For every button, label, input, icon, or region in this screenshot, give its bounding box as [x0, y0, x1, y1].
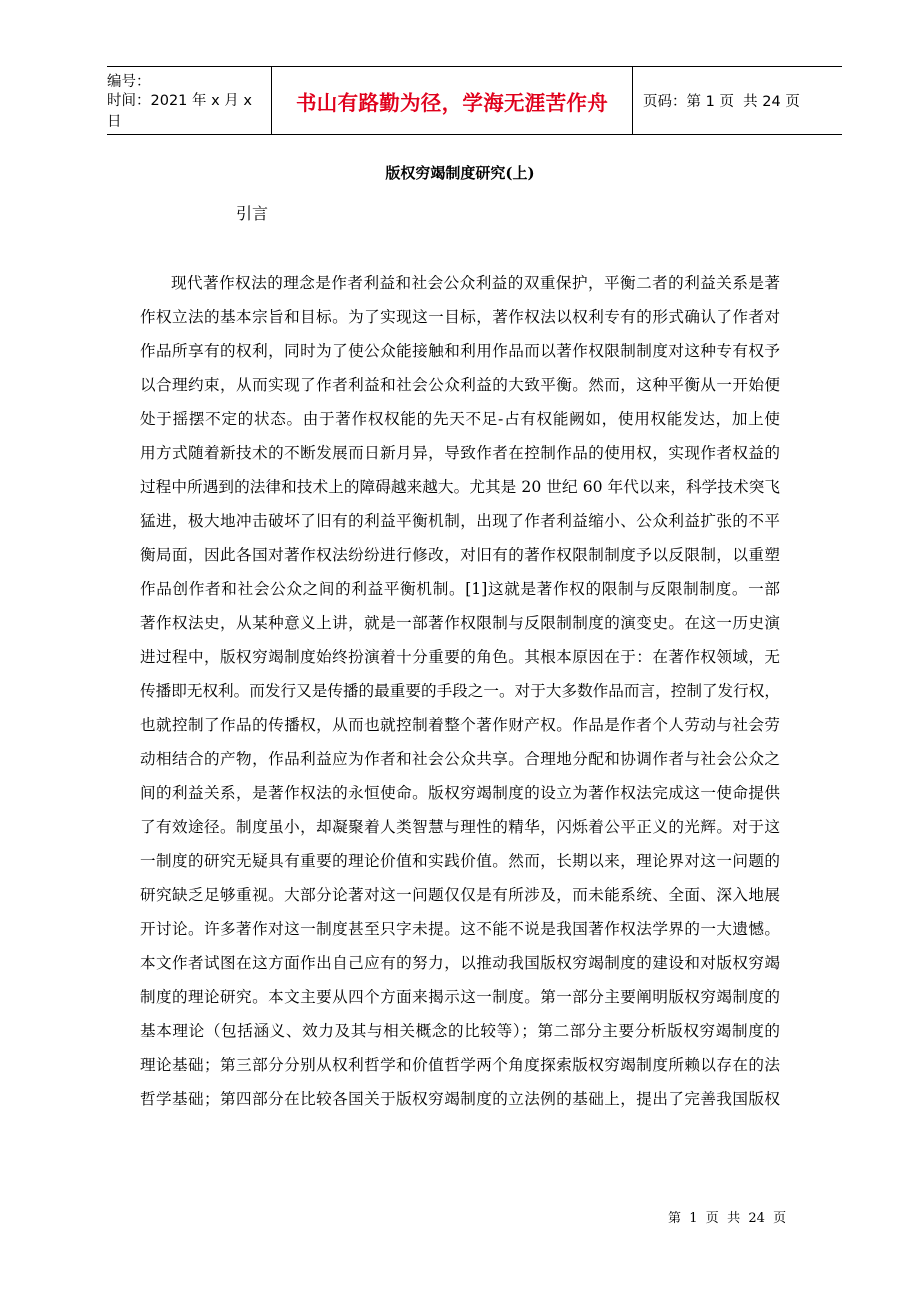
header-page-cell [633, 67, 842, 134]
paragraph-line: 本文作者试图在这方面作出自己应有的努力，以推动我国版权穷竭制度的建设和对版权穷竭 [140, 954, 780, 972]
paragraph-line: 理论基础；第三部分分别从权利哲学和价值哲学两个角度探索版权穷竭制度所赖以存在的法 [140, 1056, 780, 1074]
motto-text: 书山有路勤为径，学海无涯苦作舟 [296, 90, 608, 115]
paragraph-line: 间的利益关系，是著作权法的永恒使命。版权穷竭制度的设立为著作权法完成这一使命提供 [140, 784, 780, 802]
paragraph-line: 基本理论（包括涵义、效力及其与相关概念的比较等）；第二部分主要分析版权穷竭制度的 [140, 1022, 780, 1040]
paragraph-line: 衡局面，因此各国对著作权法纷纷进行修改，对旧有的著作权限制制度予以反限制，以重塑 [140, 546, 780, 564]
header-meta-cell [107, 67, 272, 134]
paragraph-line: 作权立法的基本宗旨和目标。为了实现这一目标，著作权法以权利专有的形式确认了作者对 [140, 308, 780, 326]
paragraph-line: 开讨论。许多著作对这一制度甚至只字未提。这不能不说是我国著作权法学界的一大遗憾。 [140, 920, 780, 938]
paragraph-line: 现代著作权法的理念是作者利益和社会公众利益的双重保护，平衡二者的利益关系是著 [171, 274, 780, 292]
page-footer: 第 1 页 共 24 页 [668, 1211, 787, 1226]
page-number-label: 页码：第 1 页 共 24 页 [643, 94, 800, 110]
paragraph-line: 也就控制了作品的传播权，从而也就控制着整个著作财产权。作品是作者个人劳动与社会劳 [140, 716, 780, 734]
paragraph-line: 作品所享有的权利，同时为了使公众能接触和利用作品而以著作权限制制度对这种专有权予 [140, 342, 780, 360]
date-label: 时间：2021 年 x 月 x 日 [107, 93, 252, 130]
paragraph-line: 著作权法史，从某种意义上讲，就是一部著作权限制与反限制制度的演变史。在这一历史演 [140, 614, 780, 632]
paragraph-line: 动相结合的产物，作品利益应为作者和社会公众共享。合理地分配和协调作者与社会公众之 [140, 750, 780, 768]
paragraph-line: 进过程中，版权穷竭制度始终扮演着十分重要的角色。其根本原因在于：在著作权领域，无 [140, 648, 780, 666]
paragraph-line: 过程中所遇到的法律和技术上的障碍越来越大。尤其是 20 世纪 60 年代以来，科学技术突飞 [140, 478, 780, 496]
section-heading: 引言 [236, 204, 269, 223]
paragraph-line: 用方式随着新技术的不断发展而日新月异，导致作者在控制作品的使用权，实现作者权益的 [140, 444, 780, 462]
paragraph-line: 制度的理论研究。本文主要从四个方面来揭示这一制度。第一部分主要阐明版权穷竭制度的 [140, 988, 780, 1006]
paragraph-line: 哲学基础；第四部分在比较各国关于版权穷竭制度的立法例的基础上，提出了完善我国版权 [140, 1090, 780, 1108]
header-motto-cell [272, 67, 633, 134]
serial-number-label: 编号： [107, 74, 151, 90]
paragraph-line: 传播即无权利。而发行又是传播的最重要的手段之一。对于大多数作品而言，控制了发行权， [140, 682, 780, 700]
paragraph-line: 以合理约束，从而实现了作者利益和社会公众利益的大致平衡。然而，这种平衡从一开始便 [140, 376, 780, 394]
paragraph-line: 研究缺乏足够重视。大部分论著对这一问题仅仅是有所涉及，而未能系统、全面、深入地展 [140, 886, 780, 904]
paragraph-line: 处于摇摆不定的状态。由于著作权权能的先天不足-占有权能阙如，使用权能发达，加上使 [140, 410, 780, 428]
paragraph-line: 了有效途径。制度虽小，却凝聚着人类智慧与理性的精华，闪烁着公平正义的光辉。对于这 [140, 818, 780, 836]
body-paragraph [140, 266, 780, 1116]
paragraph-line: 作品创作者和社会公众之间的利益平衡机制。[1]这就是著作权的限制与反限制制度。一部 [140, 580, 780, 598]
paragraph-line: 猛进，极大地冲击破坏了旧有的利益平衡机制，出现了作者利益缩小、公众利益扩张的不平 [140, 512, 780, 530]
document-title: 版权穷竭制度研究(上) [385, 164, 535, 182]
paragraph-line: 一制度的研究无疑具有重要的理论价值和实践价值。然而，长期以来，理论界对这一问题的 [140, 852, 780, 870]
page-header [107, 66, 842, 135]
